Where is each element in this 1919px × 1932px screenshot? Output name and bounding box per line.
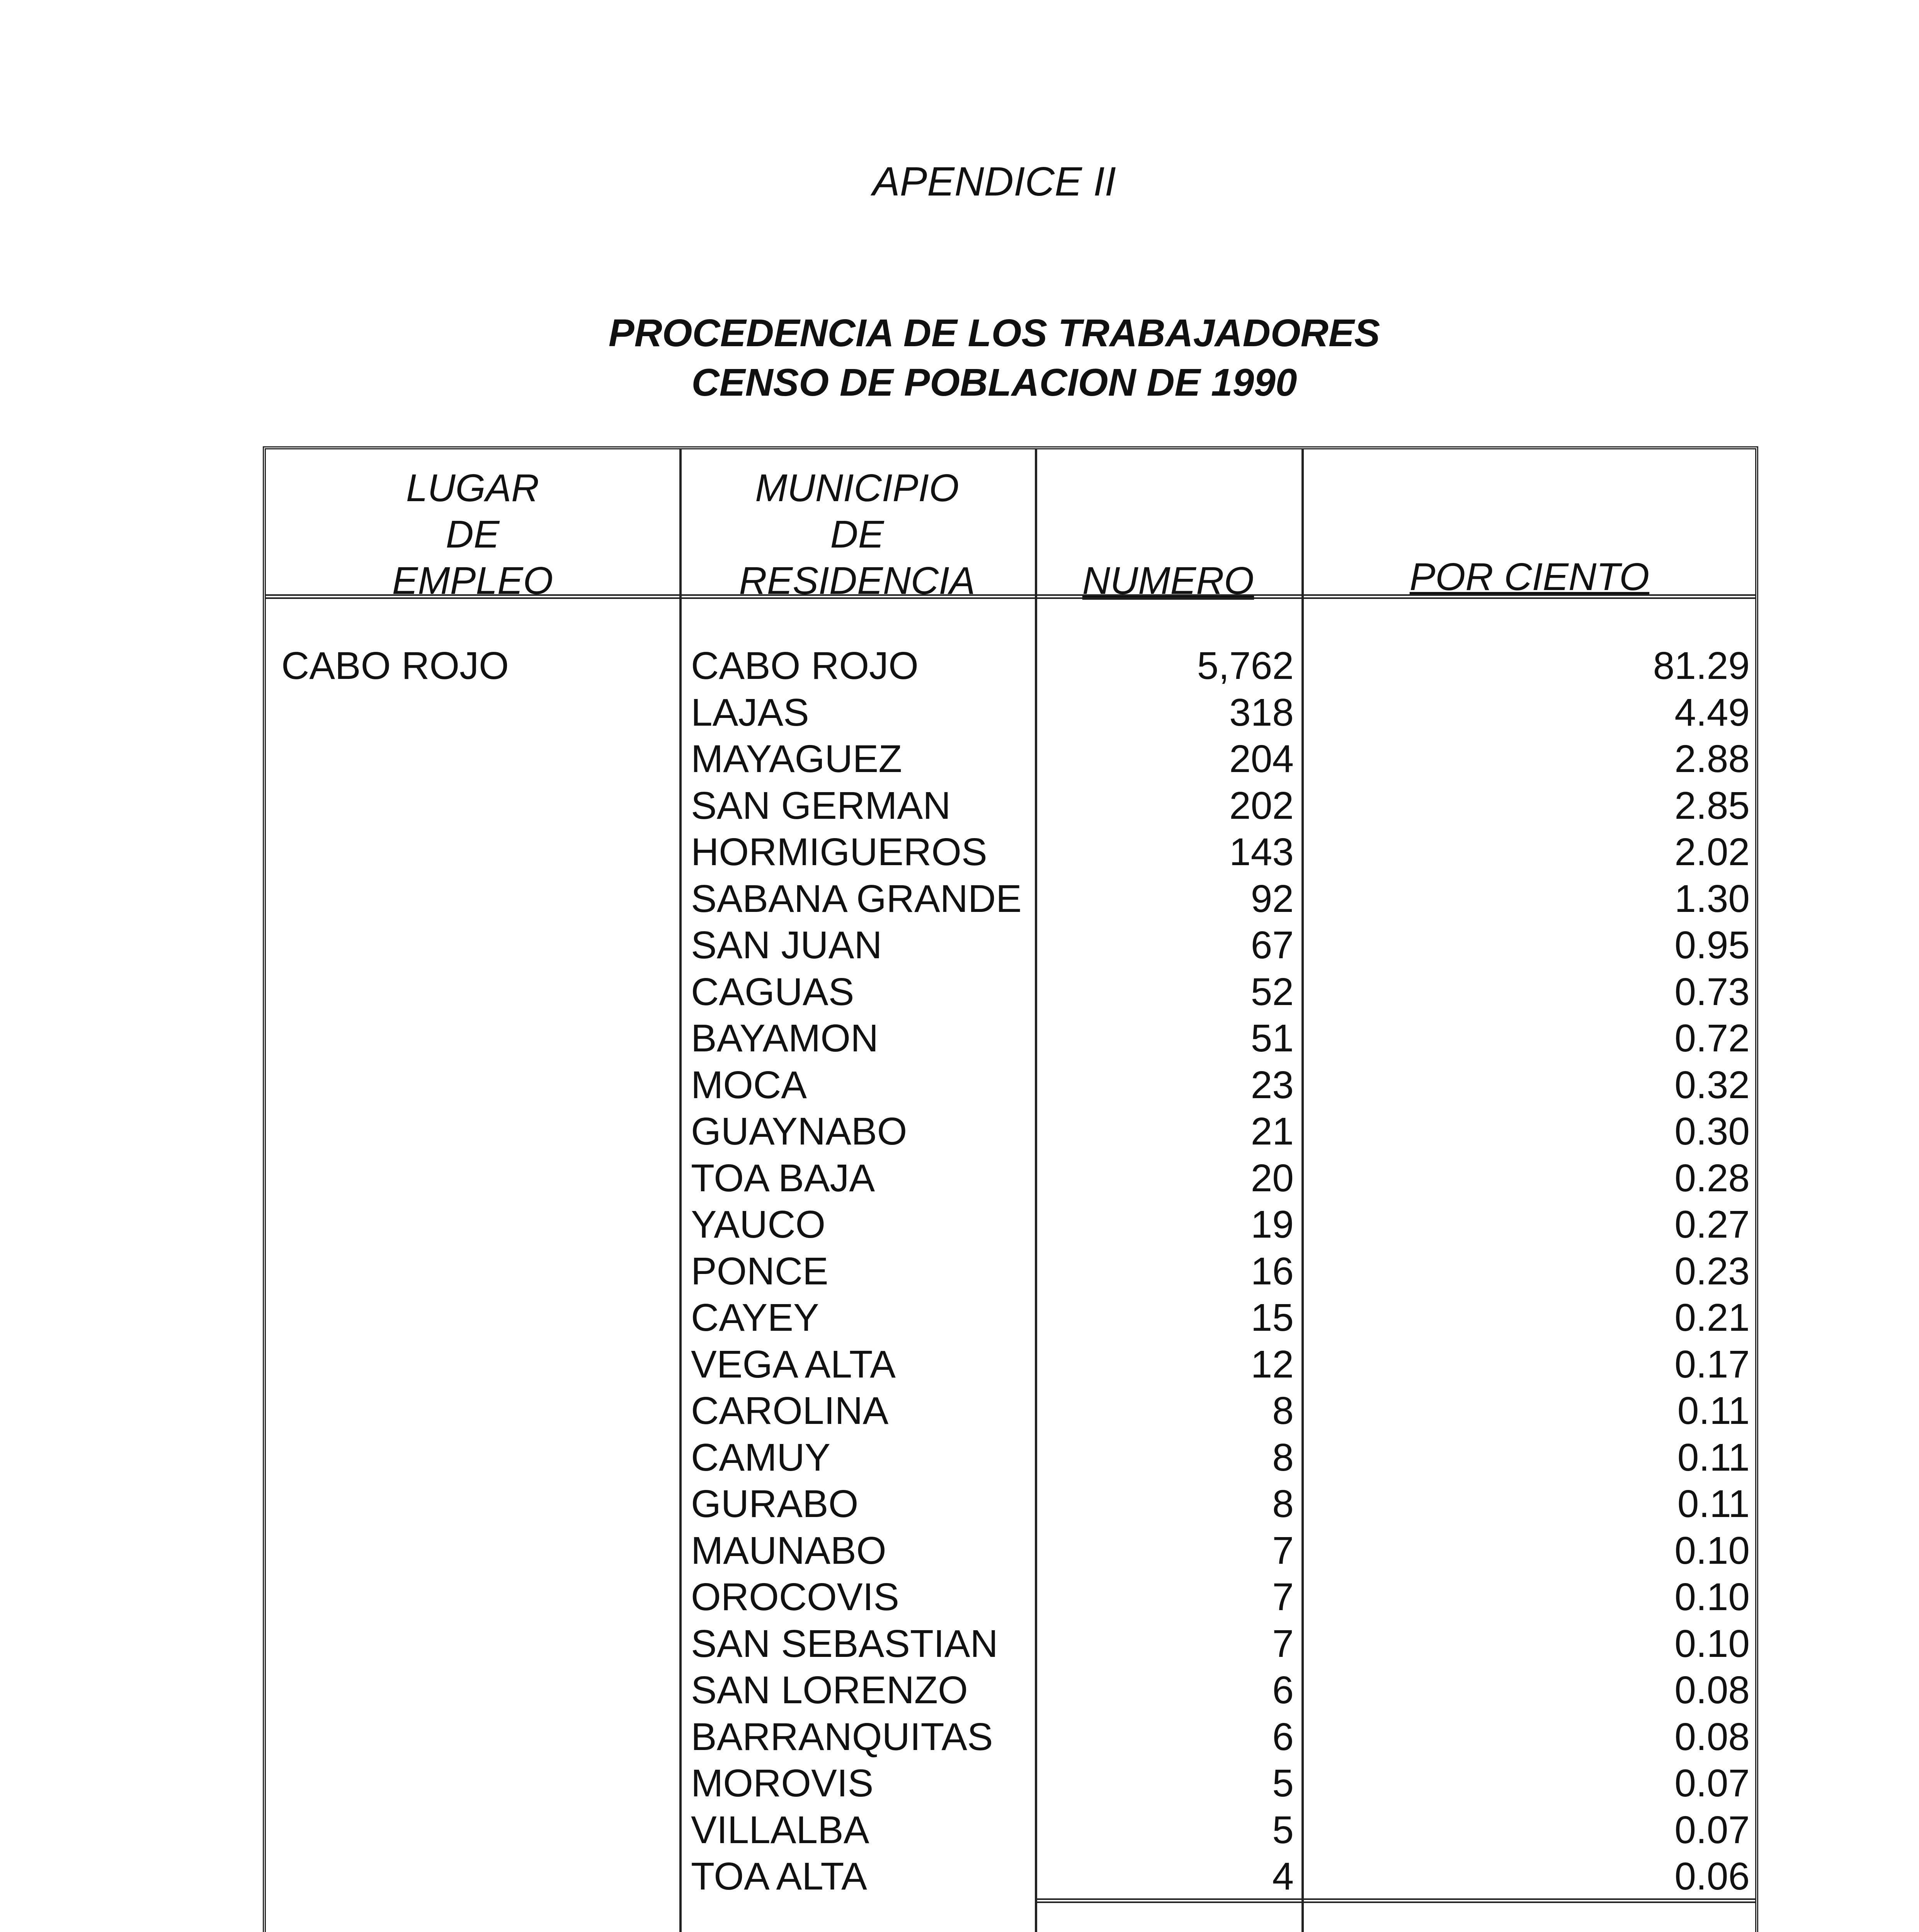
municipio-cell: SAN JUAN — [691, 923, 882, 967]
numero-cell: 20 — [1250, 1156, 1294, 1200]
total-divider — [1035, 1898, 1755, 1903]
column-header-line: POR CIENTO — [1409, 555, 1650, 599]
numero-cell: 92 — [1250, 877, 1294, 920]
column-header-line: LUGAR — [406, 466, 539, 510]
numero-cell: 19 — [1250, 1203, 1294, 1246]
table-row — [266, 1527, 1755, 1574]
table-row — [266, 1807, 1755, 1854]
por-ciento-cell: 4.49 — [1674, 690, 1750, 734]
table-row — [266, 1248, 1755, 1295]
por-ciento-cell: 1.30 — [1674, 877, 1750, 920]
municipio-cell: SAN GERMAN — [691, 784, 951, 827]
municipio-cell: CAROLINA — [691, 1389, 889, 1432]
municipio-cell: SABANA GRANDE — [691, 877, 1022, 920]
header-divider — [266, 594, 1755, 599]
por-ciento-cell: 0.73 — [1674, 970, 1750, 1014]
por-ciento-cell: 0.11 — [1677, 1389, 1750, 1432]
table-subtitle: CENSO DE POBLACION DE 1990 — [691, 361, 1297, 404]
municipio-cell: TOA BAJA — [691, 1156, 875, 1200]
municipio-cell: BAYAMON — [691, 1017, 879, 1060]
municipio-cell: CAGUAS — [691, 970, 854, 1014]
numero-cell: 51 — [1250, 1017, 1294, 1060]
por-ciento-cell: 0.10 — [1674, 1529, 1750, 1572]
column-header-line: EMPLEO — [392, 559, 553, 602]
table-row — [266, 969, 1755, 1015]
column-header-line: DE — [446, 513, 500, 556]
table-row — [266, 1341, 1755, 1388]
municipio-cell: MOROVIS — [691, 1762, 874, 1805]
table-row — [266, 1667, 1755, 1714]
lugar-de-empleo-value: CABO ROJO — [281, 644, 509, 687]
numero-cell: 5 — [1272, 1762, 1294, 1805]
por-ciento-cell: 0.30 — [1674, 1110, 1750, 1153]
municipio-cell: MOCA — [691, 1063, 807, 1107]
municipio-cell: MAYAGUEZ — [691, 737, 902, 781]
table-row — [266, 1294, 1755, 1341]
municipio-cell: GUAYNABO — [691, 1110, 907, 1153]
table-row — [266, 736, 1755, 782]
por-ciento-cell: 0.32 — [1674, 1063, 1750, 1107]
column-header-municipio — [679, 465, 1035, 604]
municipio-cell: PONCE — [691, 1249, 829, 1293]
municipio-cell: TOA ALTA — [691, 1855, 867, 1898]
column-header-line: RESIDENCIA — [739, 559, 975, 602]
table-row — [266, 922, 1755, 969]
table-row — [266, 829, 1755, 876]
numero-cell: 67 — [1250, 923, 1294, 967]
numero-cell: 8 — [1272, 1389, 1294, 1432]
table-row — [266, 1015, 1755, 1062]
numero-cell: 6 — [1272, 1668, 1294, 1712]
table-row — [266, 1574, 1755, 1621]
table-row — [266, 1434, 1755, 1481]
numero-cell: 143 — [1229, 830, 1294, 874]
por-ciento-cell: 0.10 — [1674, 1622, 1750, 1665]
numero-cell: 8 — [1272, 1482, 1294, 1526]
numero-cell: 7 — [1272, 1575, 1294, 1619]
numero-cell: 16 — [1250, 1249, 1294, 1293]
table-body — [266, 643, 1755, 1900]
por-ciento-cell: 0.11 — [1677, 1482, 1750, 1526]
por-ciento-cell: 0.23 — [1674, 1249, 1750, 1293]
por-ciento-cell: 0.17 — [1674, 1342, 1750, 1386]
column-header-por-ciento — [1301, 554, 1757, 600]
table-row — [266, 1621, 1755, 1667]
table-row — [266, 1714, 1755, 1760]
municipio-cell: OROCOVIS — [691, 1575, 899, 1619]
municipio-cell: CABO ROJO — [691, 644, 919, 687]
por-ciento-cell: 0.95 — [1674, 923, 1750, 967]
data-table — [263, 446, 1758, 1932]
table-row — [266, 643, 1755, 689]
numero-cell: 204 — [1229, 737, 1294, 781]
por-ciento-cell: 0.07 — [1674, 1762, 1750, 1805]
column-header-line: NUMERO — [1082, 559, 1254, 602]
numero-cell: 15 — [1250, 1296, 1294, 1339]
municipio-cell: CAMUY — [691, 1435, 831, 1479]
numero-cell: 318 — [1229, 690, 1294, 734]
table-row — [266, 1201, 1755, 1248]
municipio-cell: SAN SEBASTIAN — [691, 1622, 998, 1665]
table-row — [266, 1155, 1755, 1202]
municipio-cell: YAUCO — [691, 1203, 826, 1246]
numero-cell: 4 — [1272, 1855, 1294, 1898]
numero-cell: 12 — [1250, 1342, 1294, 1386]
table-row — [266, 1853, 1755, 1900]
numero-cell: 6 — [1272, 1715, 1294, 1759]
por-ciento-cell: 0.21 — [1674, 1296, 1750, 1339]
municipio-cell: MAUNABO — [691, 1529, 886, 1572]
por-ciento-cell: 0.10 — [1674, 1575, 1750, 1619]
por-ciento-cell: 81.29 — [1653, 644, 1750, 687]
numero-cell: 7 — [1272, 1529, 1294, 1572]
numero-cell: 5,762 — [1197, 644, 1294, 687]
table-row — [266, 689, 1755, 736]
numero-cell: 23 — [1250, 1063, 1294, 1107]
por-ciento-cell: 0.28 — [1674, 1156, 1750, 1200]
numero-cell: 7 — [1272, 1622, 1294, 1665]
por-ciento-cell: 0.06 — [1674, 1855, 1750, 1898]
municipio-cell: SAN LORENZO — [691, 1668, 968, 1712]
table-row — [266, 1388, 1755, 1434]
por-ciento-cell: 2.85 — [1674, 784, 1750, 827]
table-row — [266, 1062, 1755, 1109]
column-header-line: MUNICIPIO — [755, 466, 959, 510]
table-row — [266, 1108, 1755, 1155]
por-ciento-cell: 0.72 — [1674, 1017, 1750, 1060]
por-ciento-cell: 0.08 — [1674, 1715, 1750, 1759]
municipio-cell: VILLALBA — [691, 1808, 869, 1852]
por-ciento-cell: 2.88 — [1674, 737, 1750, 781]
municipio-cell: HORMIGUEROS — [691, 830, 987, 874]
por-ciento-cell: 2.02 — [1674, 830, 1750, 874]
municipio-cell: LAJAS — [691, 690, 809, 734]
appendix-label: APENDICE II — [872, 159, 1116, 204]
por-ciento-cell: 0.27 — [1674, 1203, 1750, 1246]
municipio-cell: VEGA ALTA — [691, 1342, 896, 1386]
numero-cell: 8 — [1272, 1435, 1294, 1479]
table-row — [266, 782, 1755, 829]
numero-cell: 5 — [1272, 1808, 1294, 1852]
numero-cell: 52 — [1250, 970, 1294, 1014]
por-ciento-cell: 0.08 — [1674, 1668, 1750, 1712]
table-row — [266, 1481, 1755, 1527]
por-ciento-cell: 0.11 — [1677, 1435, 1750, 1479]
por-ciento-cell: 0.07 — [1674, 1808, 1750, 1852]
municipio-cell: BARRANQUITAS — [691, 1715, 993, 1759]
municipio-cell: GURABO — [691, 1482, 859, 1526]
table-row — [266, 1760, 1755, 1807]
table-row — [266, 876, 1755, 922]
column-header-line: DE — [830, 513, 884, 556]
numero-cell: 21 — [1250, 1110, 1294, 1153]
municipio-cell: CAYEY — [691, 1296, 819, 1339]
table-title: PROCEDENCIA DE LOS TRABAJADORES — [608, 311, 1380, 355]
column-header-lugar — [266, 465, 679, 604]
numero-cell: 202 — [1229, 784, 1294, 827]
